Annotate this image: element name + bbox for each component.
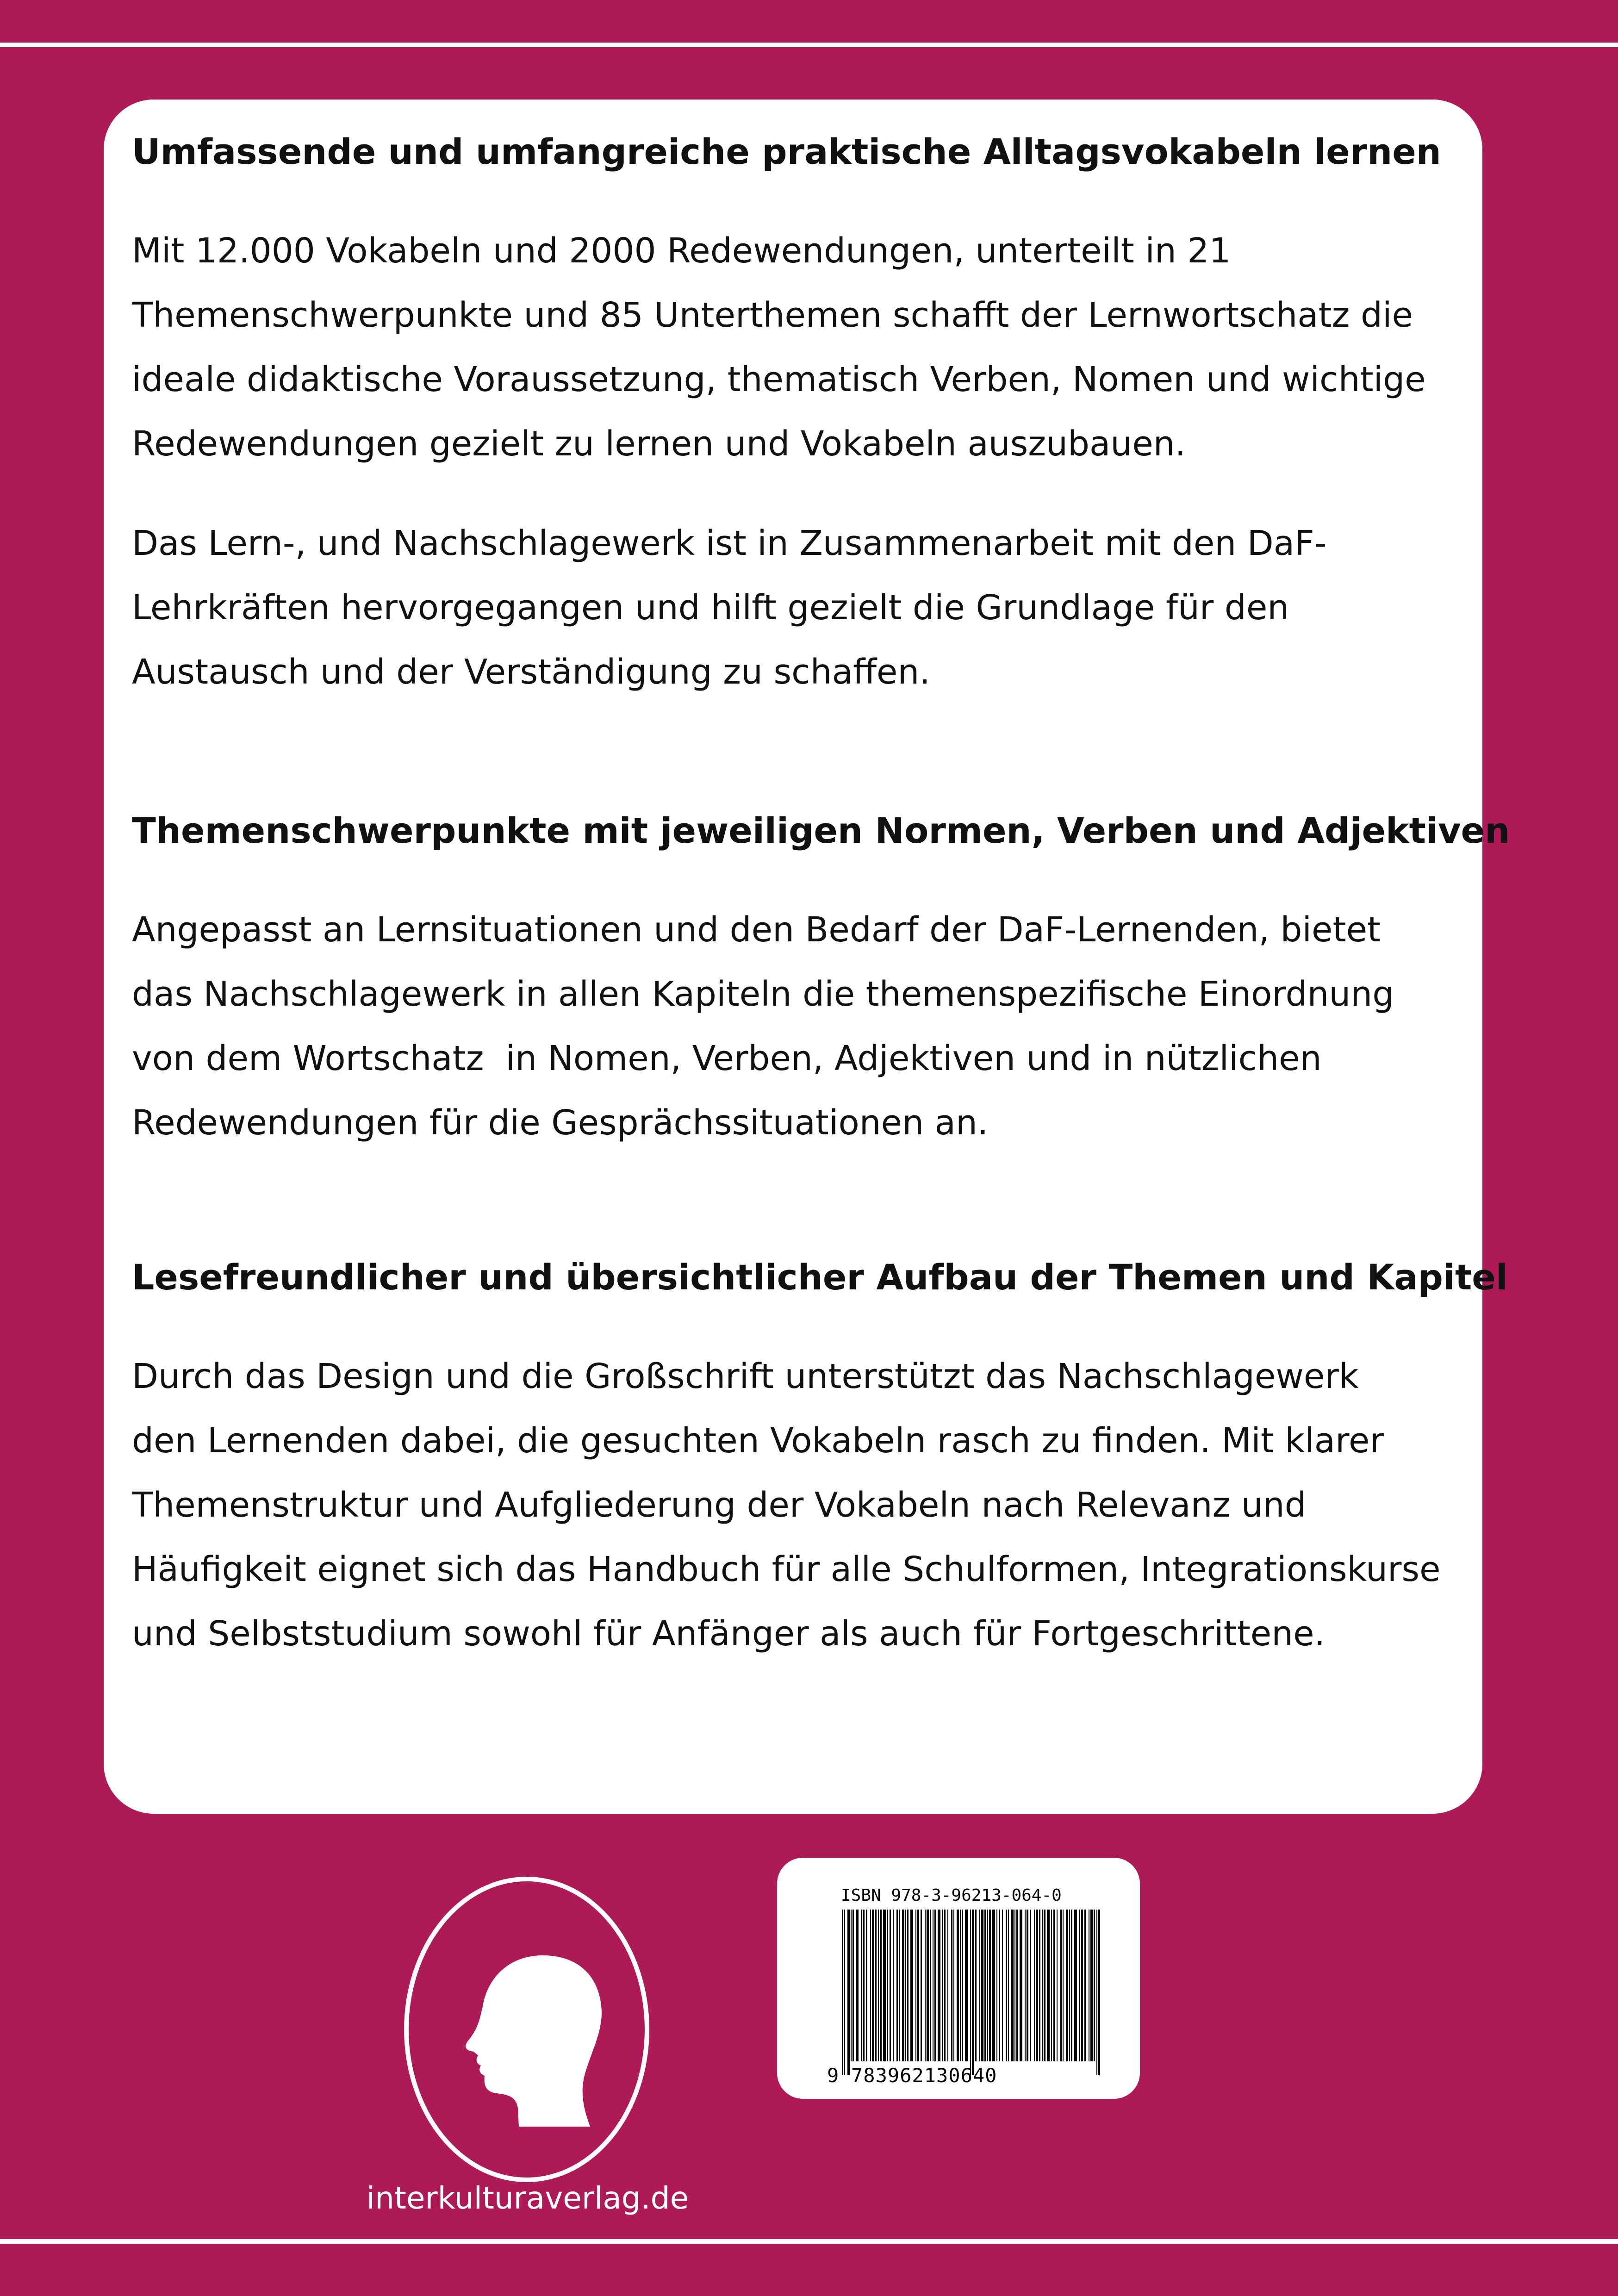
barcode-bar — [979, 1910, 980, 2061]
barcode-bar — [863, 1910, 865, 2061]
barcode-bar — [951, 1910, 952, 2061]
barcode-bar — [960, 1910, 961, 2061]
barcode-bar — [915, 1910, 916, 2061]
barcode-bar — [1044, 1910, 1045, 2061]
description-card — [104, 100, 1510, 1814]
barcode-bar — [1030, 1910, 1031, 2061]
barcode-bar — [844, 1910, 845, 2075]
paragraph-collaboration — [132, 511, 1465, 704]
paragraph-line: Mit 12.000 Vokabeln und 2000 Redewendungen, unterteilt in 21 — [132, 231, 1231, 271]
barcode-bar — [947, 1910, 948, 2061]
barcode-bar — [890, 1910, 891, 2061]
publisher-url[interactable]: interkulturaverlag.de — [366, 2180, 689, 2216]
barcode-bar — [880, 1910, 882, 2061]
barcode-bar — [905, 1910, 906, 2061]
barcode-bar — [1008, 1910, 1009, 2061]
isbn-barcode — [777, 1858, 1140, 2099]
barcode-bar — [1069, 1910, 1070, 2061]
paragraph-line: das Nachschlagewerk in allen Kapiteln die themenspezifische Einordnung — [132, 974, 1394, 1014]
barcode-bar — [987, 1910, 988, 2061]
barcode-bar — [989, 1910, 991, 2061]
publisher-logo — [404, 1877, 649, 2182]
barcode-bar — [870, 1910, 871, 2061]
barcode-bar — [938, 1910, 940, 2061]
barcode-bar — [1025, 1910, 1026, 2061]
barcode-bar — [1071, 1910, 1072, 2061]
barcode-bar — [1006, 1910, 1007, 2061]
barcode-bar — [1047, 1910, 1050, 2061]
barcode-bar — [965, 1910, 968, 2061]
barcode-bar — [992, 1910, 995, 2061]
barcode-bar — [1034, 1910, 1035, 2061]
barcode-bar — [984, 1910, 986, 2061]
paragraph-line: Themenstruktur und Aufgliederung der Vokabeln nach Relevanz und — [132, 1485, 1307, 1525]
barcode-bar — [887, 1910, 888, 2061]
barcode-digit-first: 9 — [827, 2064, 839, 2087]
barcode-bar — [1094, 1910, 1095, 2061]
barcode-bar — [910, 1910, 913, 2061]
paragraph-layout — [132, 1344, 1465, 1666]
barcode-bar — [861, 1910, 862, 2061]
barcode-bar — [872, 1910, 874, 2061]
barcode-bar — [902, 1910, 904, 2061]
paragraph-topics — [132, 898, 1465, 1155]
barcode-bar — [1016, 1910, 1018, 2061]
barcode-bar — [1079, 1910, 1080, 2061]
barcode-bar — [996, 1910, 997, 2061]
barcode-bar — [1081, 1910, 1083, 2061]
paragraph-line: von dem Wortschatz in Nomen, Verben, Adjektiven und in nützlichen — [132, 1039, 1322, 1078]
paragraph-line: Durch das Design und die Großschrift unterstützt das Nachschlagewerk — [132, 1356, 1359, 1396]
top-white-rule — [0, 43, 1618, 47]
barcode-bar — [999, 1910, 1000, 2061]
barcode-bars — [777, 1858, 1140, 2099]
barcode-bar — [927, 1910, 929, 2061]
barcode-bar — [934, 1910, 936, 2061]
barcode-bar — [851, 1910, 852, 2061]
paragraph-line: ideale didaktische Voraussetzung, thematisch Verben, Nomen und wichtige — [132, 360, 1426, 399]
barcode-bar — [847, 1910, 850, 2075]
barcode-bar — [917, 1910, 919, 2061]
barcode-bar — [1036, 1910, 1038, 2061]
head-profile-silhouette-icon — [409, 1881, 645, 2178]
barcode-bar — [944, 1910, 946, 2061]
barcode-bar — [921, 1910, 922, 2061]
barcode-bar — [1042, 1910, 1043, 2061]
isbn-label: ISBN 978-3-96213-064-0 — [841, 1886, 1062, 1905]
barcode-bar — [866, 1910, 867, 2061]
barcode-bar — [883, 1910, 886, 2061]
barcode-bar — [1090, 1910, 1093, 2061]
paragraph-line: Das Lern-, und Nachschlagewerk ist in Zusammenarbeit mit den DaF- — [132, 523, 1327, 563]
barcode-bar — [975, 1910, 977, 2061]
section-title-topics: Themenschwerpunkte mit jeweiligen Normen, Verben und Adjektiven — [132, 810, 1510, 851]
barcode-bar — [953, 1910, 954, 2061]
barcode-digits: 783962130640 — [851, 2064, 997, 2087]
barcode-bar — [1051, 1910, 1052, 2061]
barcode-bar — [925, 1910, 926, 2061]
paragraph-line: Themenschwerpunkte und 85 Unterthemen schafft der Lernwortschatz die — [132, 295, 1413, 335]
barcode-bar — [1011, 1910, 1014, 2061]
bottom-white-rule — [0, 2239, 1618, 2244]
barcode-bar — [1027, 1910, 1028, 2061]
barcode-bar — [1063, 1910, 1064, 2061]
barcode-bar — [1002, 1910, 1003, 2061]
barcode-bar — [878, 1910, 879, 2061]
barcode-bar — [893, 1910, 894, 2061]
paragraph-vocabulary-intro — [132, 219, 1465, 476]
barcode-bar — [1014, 1910, 1015, 2061]
barcode-bar — [1074, 1910, 1077, 2061]
barcode-bar — [1096, 1910, 1097, 2075]
barcode-bar — [875, 1910, 877, 2061]
paragraph-line: und Selbststudium sowohl für Anfänger als auch für Fortgeschrittene. — [132, 1614, 1326, 1654]
barcode-bar — [930, 1910, 931, 2061]
paragraph-line: den Lernenden dabei, die gesuchten Vokabeln rasch zu finden. Mit klarer — [132, 1421, 1384, 1461]
barcode-bar — [957, 1910, 959, 2061]
barcode-bar — [853, 1910, 854, 2061]
barcode-bar — [942, 1910, 943, 2061]
paragraph-line: Austausch und der Verständigung zu schaffen. — [132, 652, 930, 692]
barcode-bar — [856, 1910, 859, 2061]
barcode-bar — [907, 1910, 909, 2061]
barcode-bar — [1057, 1910, 1058, 2061]
barcode-bar — [972, 1910, 974, 2075]
barcode-bar — [1098, 1910, 1100, 2075]
barcode-bar — [981, 1910, 983, 2061]
barcode-bar — [962, 1910, 963, 2061]
paragraph-line: Angepasst an Lernsituationen und den Bedarf der DaF-Lernenden, bietet — [132, 910, 1381, 950]
barcode-bar — [899, 1910, 900, 2061]
section-title-layout: Lesefreundlicher und übersichtlicher Aufbau der Themen und Kapitel — [132, 1257, 1508, 1298]
section-title-vocabulary: Umfassende und umfangreiche praktische Alltagsvokabeln lernen — [132, 131, 1441, 172]
paragraph-line: Redewendungen gezielt zu lernen und Vokabeln auszubauen. — [132, 424, 1186, 464]
barcode-bar — [1066, 1910, 1068, 2061]
barcode-bar — [1053, 1910, 1055, 2061]
barcode-bar — [1084, 1910, 1086, 2061]
paragraph-line: Redewendungen für die Gesprächssituationen an. — [132, 1103, 989, 1143]
barcode-bar — [1060, 1910, 1062, 2061]
barcode-bar — [1020, 1910, 1022, 2061]
paragraph-line: Lehrkräften hervorgegangen und hilft gezielt die Grundlage für den — [132, 588, 1289, 628]
barcode-bar — [970, 1910, 971, 2075]
barcode-bar — [896, 1910, 898, 2061]
barcode-bar — [842, 1910, 843, 2075]
barcode-bar — [1039, 1910, 1040, 2061]
paragraph-line: Häufigkeit eignet sich das Handbuch für alle Schulformen, Integrationskurse — [132, 1549, 1441, 1589]
